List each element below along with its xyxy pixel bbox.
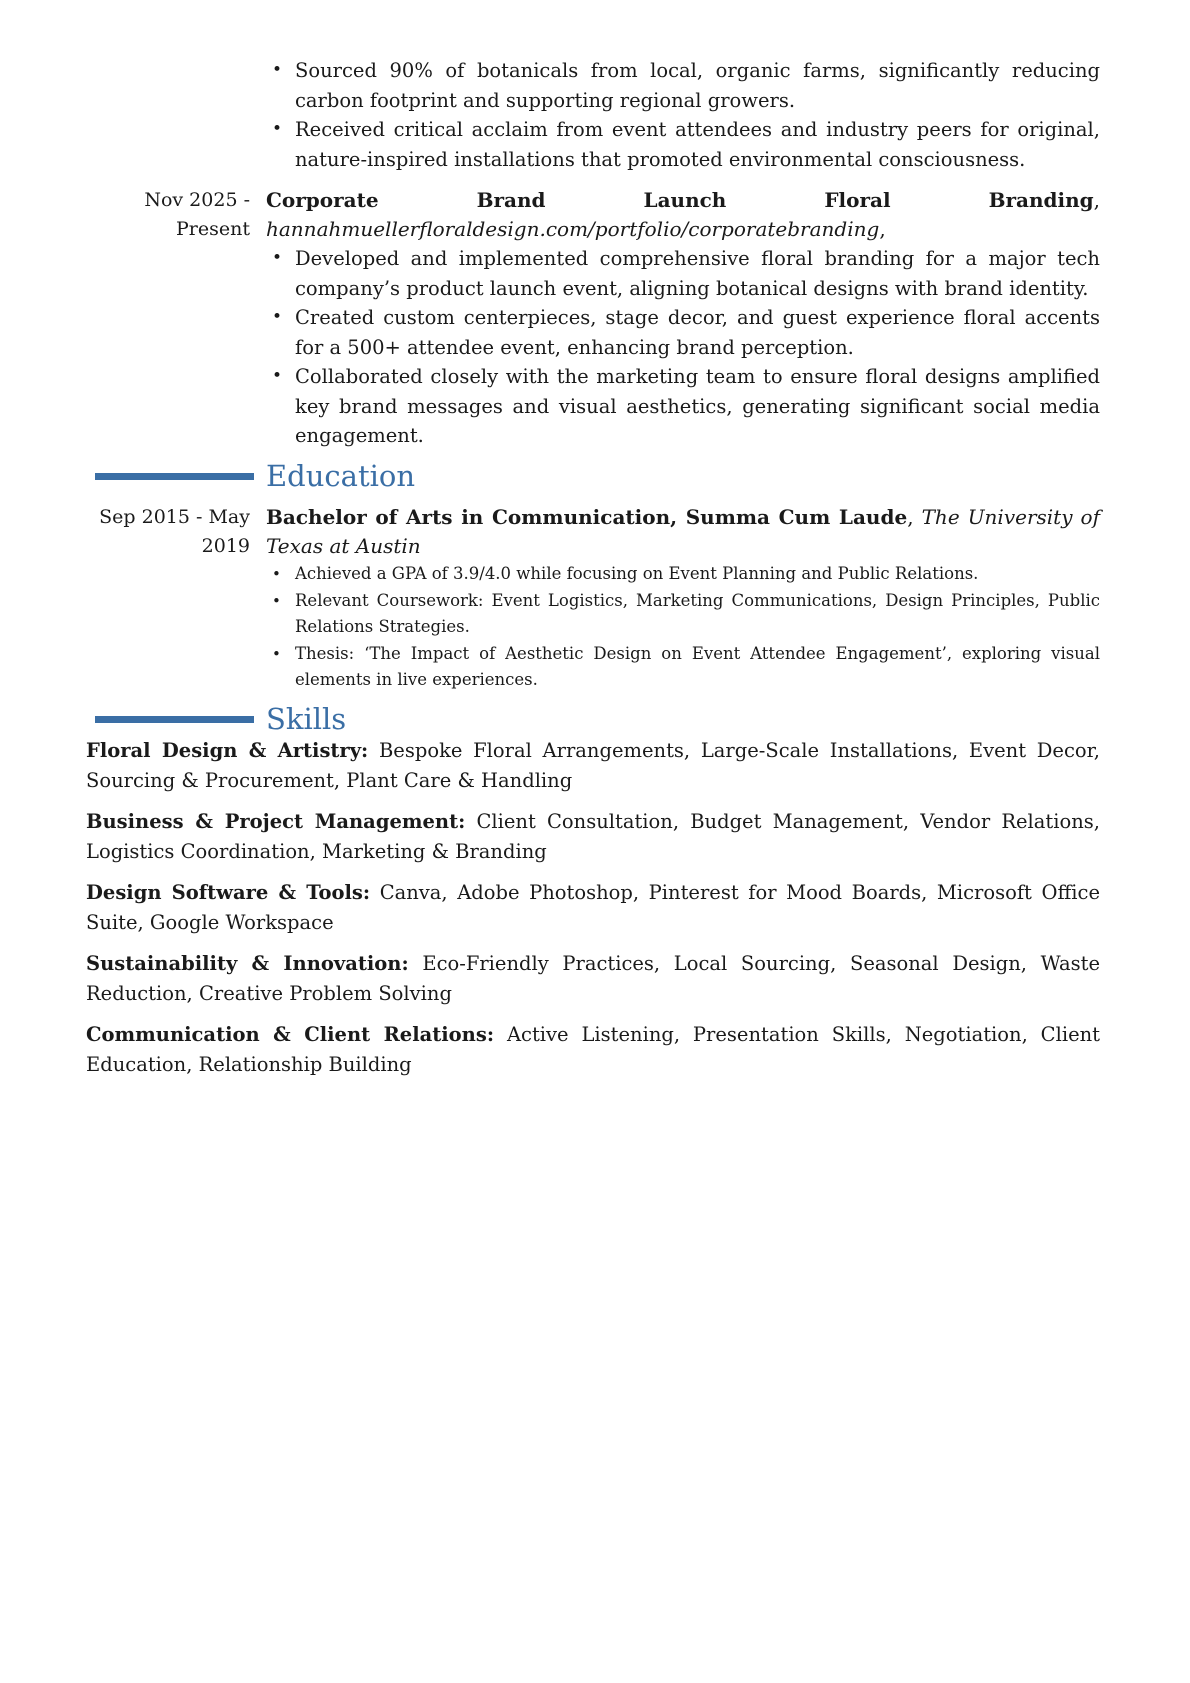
- skill-value: Eco-Friendly Practices, Local Sourcing, Seasonal Design, Waste Reduction, Creative Problem Solving: [86, 952, 1100, 1005]
- entry-date: Nov 2025 - Present: [144, 189, 250, 240]
- previous-entry-bullets: [266, 56, 1100, 174]
- bullet-text: Sourced 90% of botanicals from local, organic farms, significantly reducing carbon footprint and supporting regional growers.: [295, 59, 1100, 112]
- list-item: [266, 56, 1100, 115]
- skill-label: Floral Design & Artistry:: [86, 739, 369, 762]
- entry-trailing: ,: [879, 217, 886, 241]
- entry-title: Corporate Brand Launch Floral Branding: [266, 188, 1094, 212]
- list-item: [266, 303, 1100, 362]
- list-item: [266, 362, 1100, 451]
- list-item: [266, 641, 1100, 694]
- bullet-text: Received critical acclaim from event attendees and industry peers for original, nature-inspired installations that promoted environmental consciousness.: [295, 118, 1100, 171]
- skill-value: Active Listening, Presentation Skills, Negotiation, Client Education, Relationship Building: [86, 1023, 1101, 1076]
- entry-separator: ,: [1093, 188, 1100, 212]
- skill-row: [86, 878, 1100, 937]
- list-item: [266, 561, 1100, 588]
- education-section-title: Education: [266, 459, 416, 493]
- portfolio-link[interactable]: hannahmuellerfloraldesign.com/portfolio/corporatebranding: [266, 217, 880, 241]
- entry-body: [266, 186, 1100, 451]
- previous-entry-body: [266, 56, 1100, 174]
- education-date: Sep 2015 - May 2019: [99, 506, 250, 557]
- skill-label: Sustainability & Innovation:: [86, 952, 409, 975]
- skill-label: Business & Project Management:: [86, 810, 466, 833]
- bullet-text: Collaborated closely with the marketing team to ensure floral designs amplified key brand messages and visual aesthetics, generating significant social media engagement.: [295, 365, 1100, 447]
- skill-row: [86, 736, 1100, 795]
- skills-list: [86, 736, 1100, 1091]
- bullet-text: Developed and implemented comprehensive floral branding for a major tech company’s product launch event, aligning botanical designs with brand identity.: [295, 247, 1100, 300]
- bullet-text: Created custom centerpieces, stage decor, and guest experience floral accents for a 500+ attendee event, enhancing brand perception.: [295, 306, 1100, 359]
- bullet-dot-icon: •: [272, 565, 281, 583]
- bullet-dot-icon: •: [272, 119, 283, 139]
- bullet-text: Relevant Coursework: Event Logistics, Marketing Communications, Design Principles, Public Relations Strategies.: [295, 590, 1100, 636]
- education-separator: ,: [907, 505, 922, 529]
- skill-label: Design Software & Tools:: [86, 881, 371, 904]
- education-body: [266, 503, 1100, 694]
- skill-row: [86, 1020, 1100, 1079]
- skill-row: [86, 807, 1100, 866]
- bullet-text: Thesis: ‘The Impact of Aesthetic Design on Event Attendee Engagement’, exploring visual elements in live experiences.: [295, 643, 1100, 689]
- education-section-rule: [95, 473, 254, 480]
- degree-title: Bachelor of Arts in Communication, Summa Cum Laude: [266, 505, 908, 529]
- bullet-dot-icon: •: [272, 307, 283, 327]
- skill-value: Bespoke Floral Arrangements, Large-Scale Installations, Event Decor, Sourcing & Procurement, Plant Care & Handling: [86, 739, 1100, 792]
- list-item: [266, 244, 1100, 303]
- entry-heading: [266, 186, 1100, 244]
- education-heading: [266, 503, 1100, 561]
- bullet-dot-icon: •: [272, 366, 283, 386]
- bullet-dot-icon: •: [272, 60, 283, 80]
- bullet-text: Achieved a GPA of 3.9/4.0 while focusing on Event Planning and Public Relations.: [295, 564, 979, 583]
- list-item: [266, 588, 1100, 641]
- bullet-dot-icon: •: [272, 248, 283, 268]
- skills-section-rule: [95, 716, 254, 723]
- school-name: The University of Texas at Austin: [266, 505, 1100, 558]
- education-bullets: [266, 561, 1100, 694]
- bullet-dot-icon: •: [272, 644, 281, 663]
- list-item: [266, 115, 1100, 174]
- entry-bullets: [266, 244, 1100, 451]
- skill-row: [86, 949, 1100, 1008]
- skills-section-title: Skills: [266, 702, 347, 736]
- skill-label: Communication & Client Relations:: [86, 1023, 495, 1046]
- skill-value: Client Consultation, Budget Management, Vendor Relations, Logistics Coordination, Marketing & Branding: [86, 810, 1100, 863]
- skill-value: Canva, Adobe Photoshop, Pinterest for Mood Boards, Microsoft Office Suite, Google Workspace: [86, 881, 1101, 934]
- bullet-dot-icon: •: [272, 591, 281, 610]
